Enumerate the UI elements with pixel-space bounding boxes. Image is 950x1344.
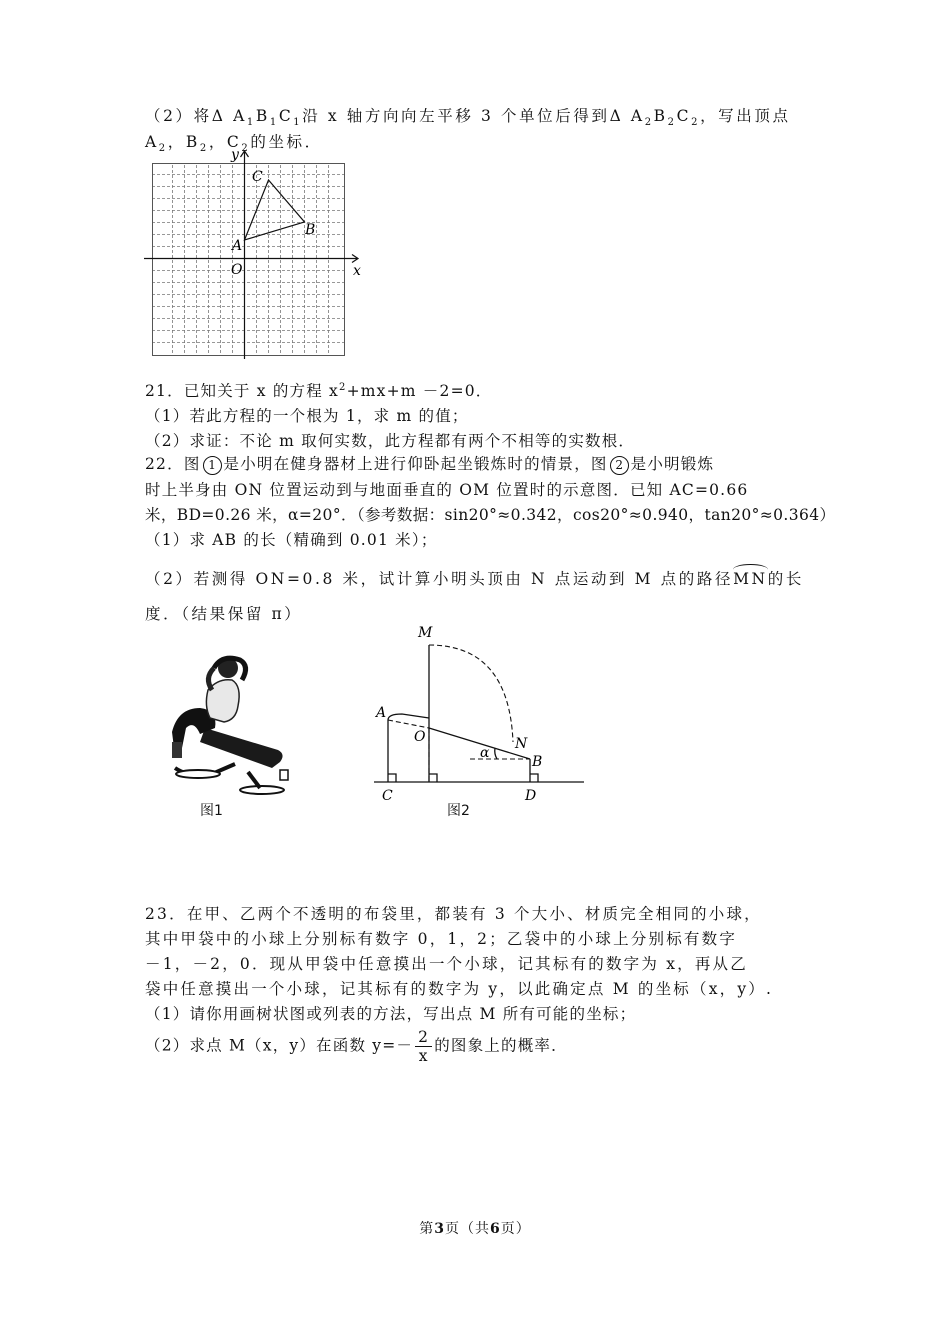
fig2-geometry-diagram	[370, 620, 590, 800]
fig2-label-b: B	[532, 754, 543, 770]
q22-line3: 米，BD=0.26 米，α=20°．（参考数据：sin20°≈0.342，cos20°≈0.940，tan20°≈0.364）	[145, 506, 836, 524]
fig2-label-alpha: α	[480, 745, 490, 761]
fig2-label-m: M	[418, 625, 433, 641]
q20-x-axis-label: x	[353, 263, 361, 279]
q20-coordinate-grid	[140, 145, 370, 360]
q20-origin-label: O	[231, 262, 243, 278]
q20-y-axis-label: y	[231, 147, 239, 163]
fig1-caption: 图1	[200, 803, 223, 819]
q22-part1: （1）求 AB 的长（精确到 0.01 米）；	[145, 531, 438, 549]
fraction-2-over-x: $\frac{2}{x}$	[415, 1028, 432, 1065]
q21-stem: 21．已知关于 x 的方程 $x^2+mx+m -2=0$．	[145, 381, 493, 400]
page-footer: 第3页（共6页）	[419, 1221, 531, 1237]
q20-point-a-label: A	[232, 238, 243, 254]
q20-point-c-label: C	[252, 169, 263, 185]
q22-line2: 时上半身由 ON 位置运动到与地面垂直的 OM 位置时的示意图．已知 AC=0.66	[145, 481, 749, 499]
q23-line3: －1，－2，0．现从甲袋中任意摸出一个小球，记其标有的数字为 x，再从乙	[145, 955, 748, 973]
fig2-label-o: O	[414, 729, 426, 745]
q22-part2: （2）若测得 ON=0.8 米，试计算小明头顶由 N 点运动到 M 点的路径MN的长	[145, 566, 804, 589]
q22-part2-cont: 度．（结果保留 π）	[145, 605, 303, 623]
fig2-label-n: N	[515, 736, 528, 752]
q20-part2-line1: （2）将Δ $A_1B_1C_1$沿 x 轴方向向左平移 3 个单位后得到Δ $A_2B_2C_2$，写出顶点	[145, 107, 791, 129]
q21-part1: （1）若此方程的一个根为 1，求 m 的值；	[145, 407, 469, 425]
q22-line1: 22．图 1 是小明在健身器材上进行仰卧起坐锻炼时的情景，图 2 是小明锻炼	[145, 455, 715, 473]
q23-line1: 23．在甲、乙两个不透明的布袋里，都装有 3 个大小、材质完全相同的小球，	[145, 905, 762, 923]
circled-number-1: 1	[203, 456, 222, 475]
q23-line2: 其中甲袋中的小球上分别标有数字 0，1，2；乙袋中的小球上分别标有数字	[145, 930, 738, 948]
fig2-label-c: C	[382, 788, 393, 800]
fig2-label-d: D	[525, 788, 537, 800]
q23-line4: 袋中任意摸出一个小球，记其标有的数字为 y，以此确定点 M 的坐标（x，y）.	[145, 980, 774, 998]
total-pages: 6	[490, 1221, 501, 1237]
fig1-situp-bench-image	[160, 650, 300, 830]
circled-number-2: 2	[610, 456, 629, 475]
arc-mn: MN	[733, 566, 768, 588]
q21-part2: （2）求证：不论 m 取何实数，此方程都有两个不相等的实数根．	[145, 432, 636, 450]
q20-part2-line2: $A_2$，$B_2$，$C_2$的坐标．	[145, 133, 323, 155]
q23-part1: （1）请你用画树状图或列表的方法，写出点 M 所有可能的坐标；	[145, 1005, 637, 1023]
fig2-label-a: A	[376, 705, 387, 721]
current-page-number: 3	[434, 1221, 445, 1237]
q20-point-b-label: B	[305, 222, 316, 238]
q23-part2: （2）求点 M（x，y）在函数 y=－ $\frac{2}{x}$ 的图象上的概率．	[145, 1028, 568, 1065]
fig2-caption: 图2	[447, 803, 470, 819]
